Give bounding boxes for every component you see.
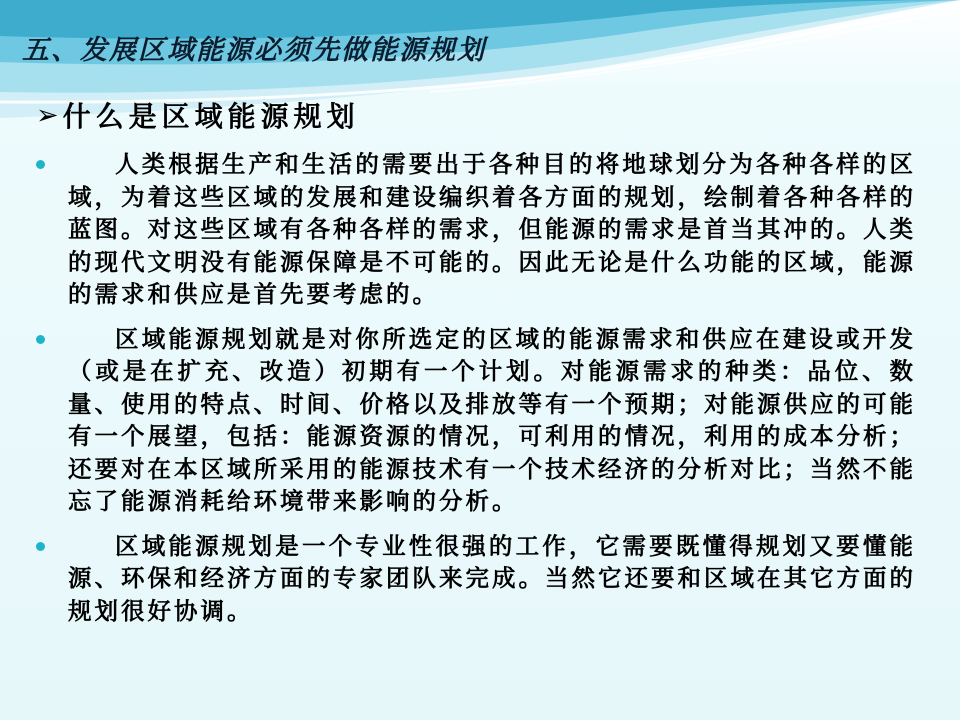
paragraph-item [36, 530, 916, 628]
paragraph-text: 区域能源规划就是对你所选定的区域的能源需求和供应在建设或开发（或是在扩充、改造）初期有一个计划。对能源需求的种类：品位、数量、使用的特点、时间、价格以及排放等有一个预期；对能源供应的可能有一个展望，包括：能源资源的情况，可利用的情况，利用的成本分析；还要对在本区域所采用的能源技术有一个技术经济的分析对比；当然不能忘了能源消耗给环境带来影响的分析。 [68, 324, 916, 515]
bullet-dot-icon [36, 542, 45, 551]
subtitle-row [36, 95, 360, 135]
section-subtitle: 什么是区域能源规划 [62, 100, 360, 133]
paragraph-item [36, 148, 916, 311]
bullet-dot-icon [36, 160, 45, 169]
content-body [36, 148, 916, 639]
paragraph-text: 区域能源规划是一个专业性很强的工作，它需要既懂得规划又要懂能源、环保和经济方面的专家团队来完成。当然它还要和区域在其它方面的规划很好协调。 [68, 531, 916, 625]
bullet-dot-icon [36, 335, 45, 344]
right-arrowhead-icon: ➢ [36, 99, 59, 131]
slide-title: 五、发展区域能源必须先做能源规划 [22, 35, 486, 66]
paragraph-item [36, 323, 916, 518]
paragraph-text: 人类根据生产和生活的需要出于各种目的将地球划分为各种各样的区域，为着这些区域的发展和建设编织着各方面的规划，绘制着各种各样的蓝图。对这些区域有各种各样的需求，但能源的需求是首当其冲的。人类的现代文明没有能源保障是不可能的。因此无论是什么功能的区域，能源的需求和供应是首先要考虑的。 [68, 150, 916, 308]
